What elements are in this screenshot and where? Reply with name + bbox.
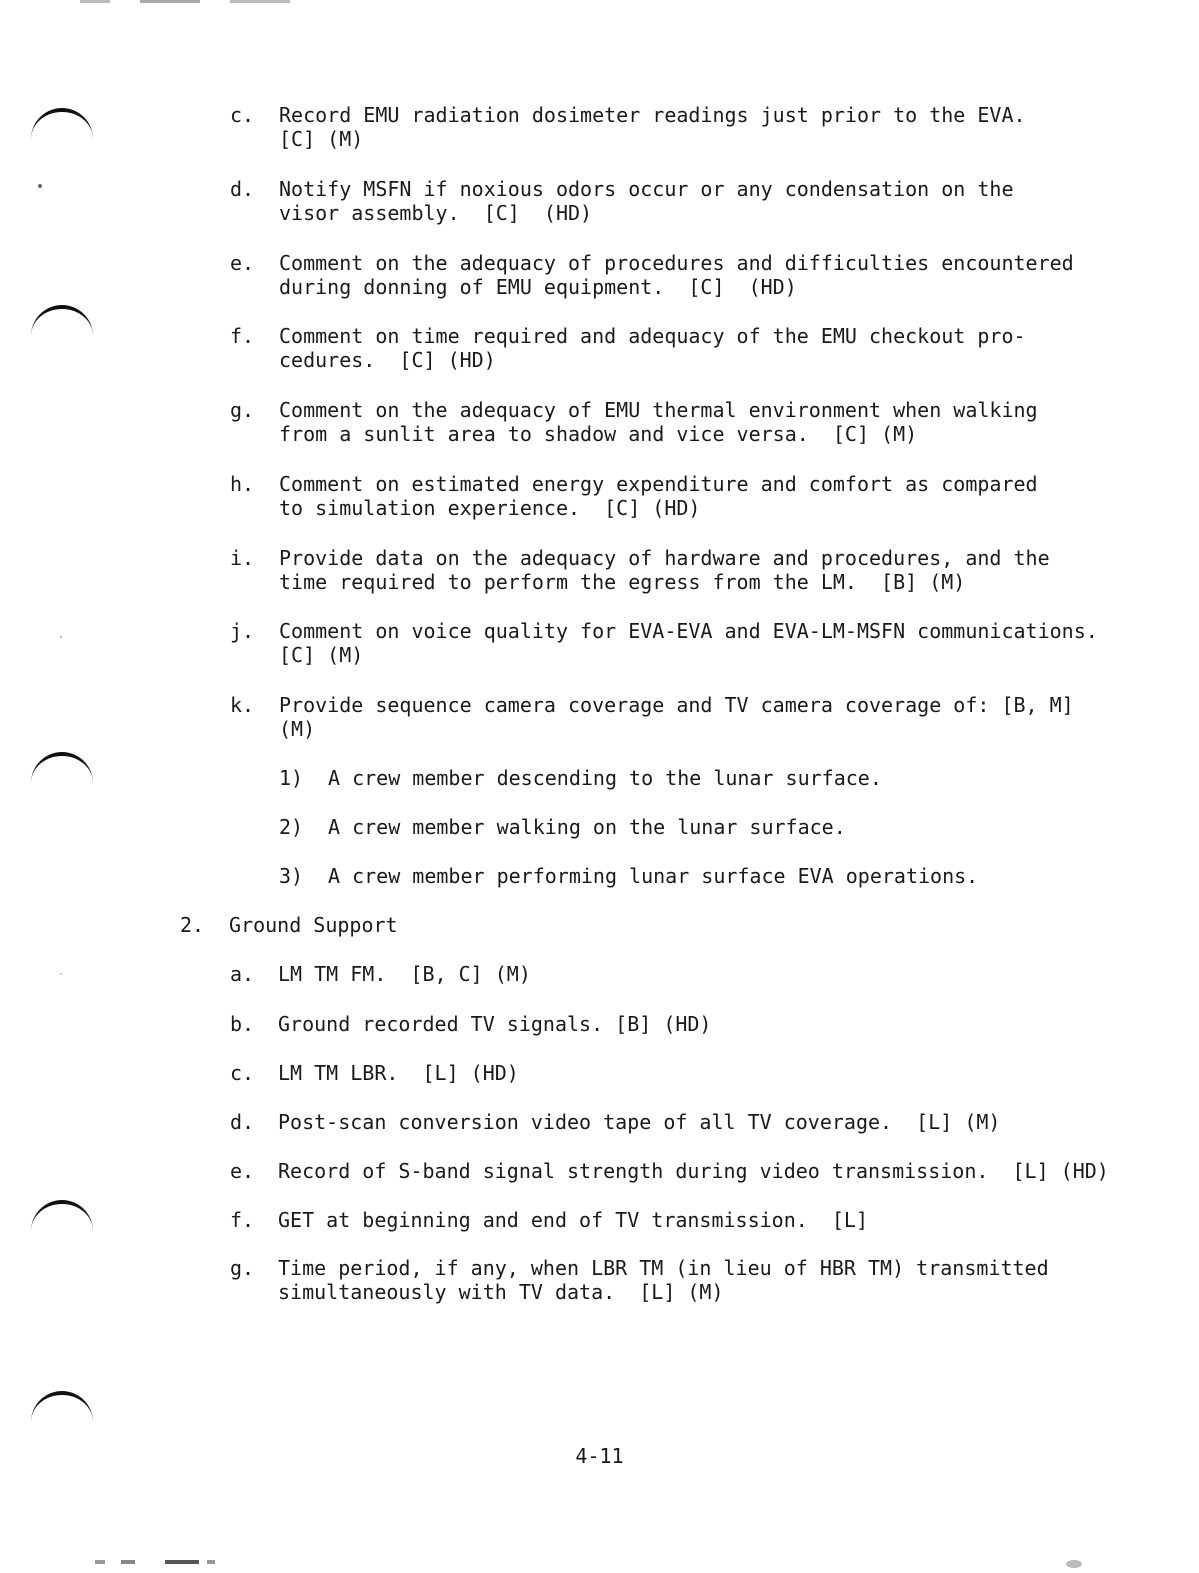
item-text-line: Record of S-band signal strength during video transmission. [L] (HD): [278, 1159, 1109, 1183]
scan-artifact-bottom: [95, 1560, 255, 1564]
page-number: 4-11: [575, 1444, 624, 1468]
scan-speck: [38, 184, 42, 188]
item-marker: j.: [230, 619, 255, 643]
item-marker: k.: [230, 693, 255, 717]
item-marker: c.: [230, 1061, 255, 1085]
sub-item-text: A crew member descending to the lunar surface.: [328, 766, 882, 790]
item-marker: d.: [230, 1110, 255, 1134]
item-text-line: Ground recorded TV signals. [B] (HD): [278, 1012, 712, 1036]
sub-item-marker: 2): [279, 815, 304, 839]
item-text-line: Notify MSFN if noxious odors occur or any condensation on the: [279, 177, 1014, 201]
item-marker: e.: [230, 251, 255, 275]
item-text-line: Time period, if any, when LBR TM (in lieu of HBR TM) transmitted: [278, 1256, 1049, 1280]
item-text-line: Provide sequence camera coverage and TV camera coverage of: [B, M]: [279, 693, 1074, 717]
item-text-line: LM TM FM. [B, C] (M): [278, 962, 531, 986]
item-text-line: Comment on voice quality for EVA-EVA and EVA-LM-MSFN communications.: [279, 619, 1098, 643]
item-text-line: Provide data on the adequacy of hardware and procedures, and the: [279, 546, 1050, 570]
scan-speck: [60, 636, 62, 638]
sub-item-text: A crew member walking on the lunar surface.: [328, 815, 846, 839]
sub-item-marker: 3): [279, 864, 304, 888]
item-marker: g.: [230, 398, 255, 422]
item-text-line: Comment on estimated energy expenditure and comfort as compared: [279, 472, 1038, 496]
punch-hole-2: [31, 305, 93, 367]
item-text-line: during donning of EMU equipment. [C] (HD): [279, 275, 797, 299]
item-marker: c.: [230, 103, 255, 127]
item-text-line: Comment on the adequacy of EMU thermal environment when walking: [279, 398, 1038, 422]
punch-hole-3: [31, 752, 93, 814]
item-marker: a.: [230, 962, 255, 986]
item-marker: g.: [230, 1256, 255, 1280]
item-text-line: Post-scan conversion video tape of all TV coverage. [L] (M): [278, 1110, 1001, 1134]
item-marker: h.: [230, 472, 255, 496]
sub-item-marker: 1): [279, 766, 304, 790]
item-text-line: simultaneously with TV data. [L] (M): [278, 1280, 724, 1304]
item-text-line: from a sunlit area to shadow and vice versa. [C] (M): [279, 422, 918, 446]
item-text-line: Comment on the adequacy of procedures and difficulties encountered: [279, 251, 1074, 275]
item-marker: d.: [230, 177, 255, 201]
punch-hole-4: [31, 1200, 93, 1262]
section-marker: 2.: [180, 913, 205, 937]
item-marker: e.: [230, 1159, 255, 1183]
item-text-line: [C] (M): [279, 127, 364, 151]
item-marker: b.: [230, 1012, 255, 1036]
section-title: Ground Support: [229, 913, 398, 937]
item-text-line: visor assembly. [C] (HD): [279, 201, 593, 225]
item-marker: f.: [230, 1208, 255, 1232]
scan-speck: [1066, 1560, 1082, 1568]
item-text-line: Record EMU radiation dosimeter readings just prior to the EVA.: [279, 103, 1026, 127]
scan-artifact-top: [80, 0, 380, 3]
item-marker: i.: [230, 546, 255, 570]
item-text-line: LM TM LBR. [L] (HD): [278, 1061, 519, 1085]
item-marker: f.: [230, 324, 255, 348]
scan-speck: [60, 973, 62, 975]
item-text-line: Comment on time required and adequacy of the EMU checkout pro-: [279, 324, 1026, 348]
item-text-line: (M): [279, 717, 316, 741]
item-text-line: GET at beginning and end of TV transmission. [L]: [278, 1208, 869, 1232]
item-text-line: time required to perform the egress from the LM. [B] (M): [279, 570, 966, 594]
punch-hole-1: [31, 108, 93, 170]
item-text-line: cedures. [C] (HD): [279, 348, 496, 372]
item-text-line: to simulation experience. [C] (HD): [279, 496, 701, 520]
sub-item-text: A crew member performing lunar surface EVA operations.: [328, 864, 979, 888]
item-text-line: [C] (M): [279, 643, 364, 667]
